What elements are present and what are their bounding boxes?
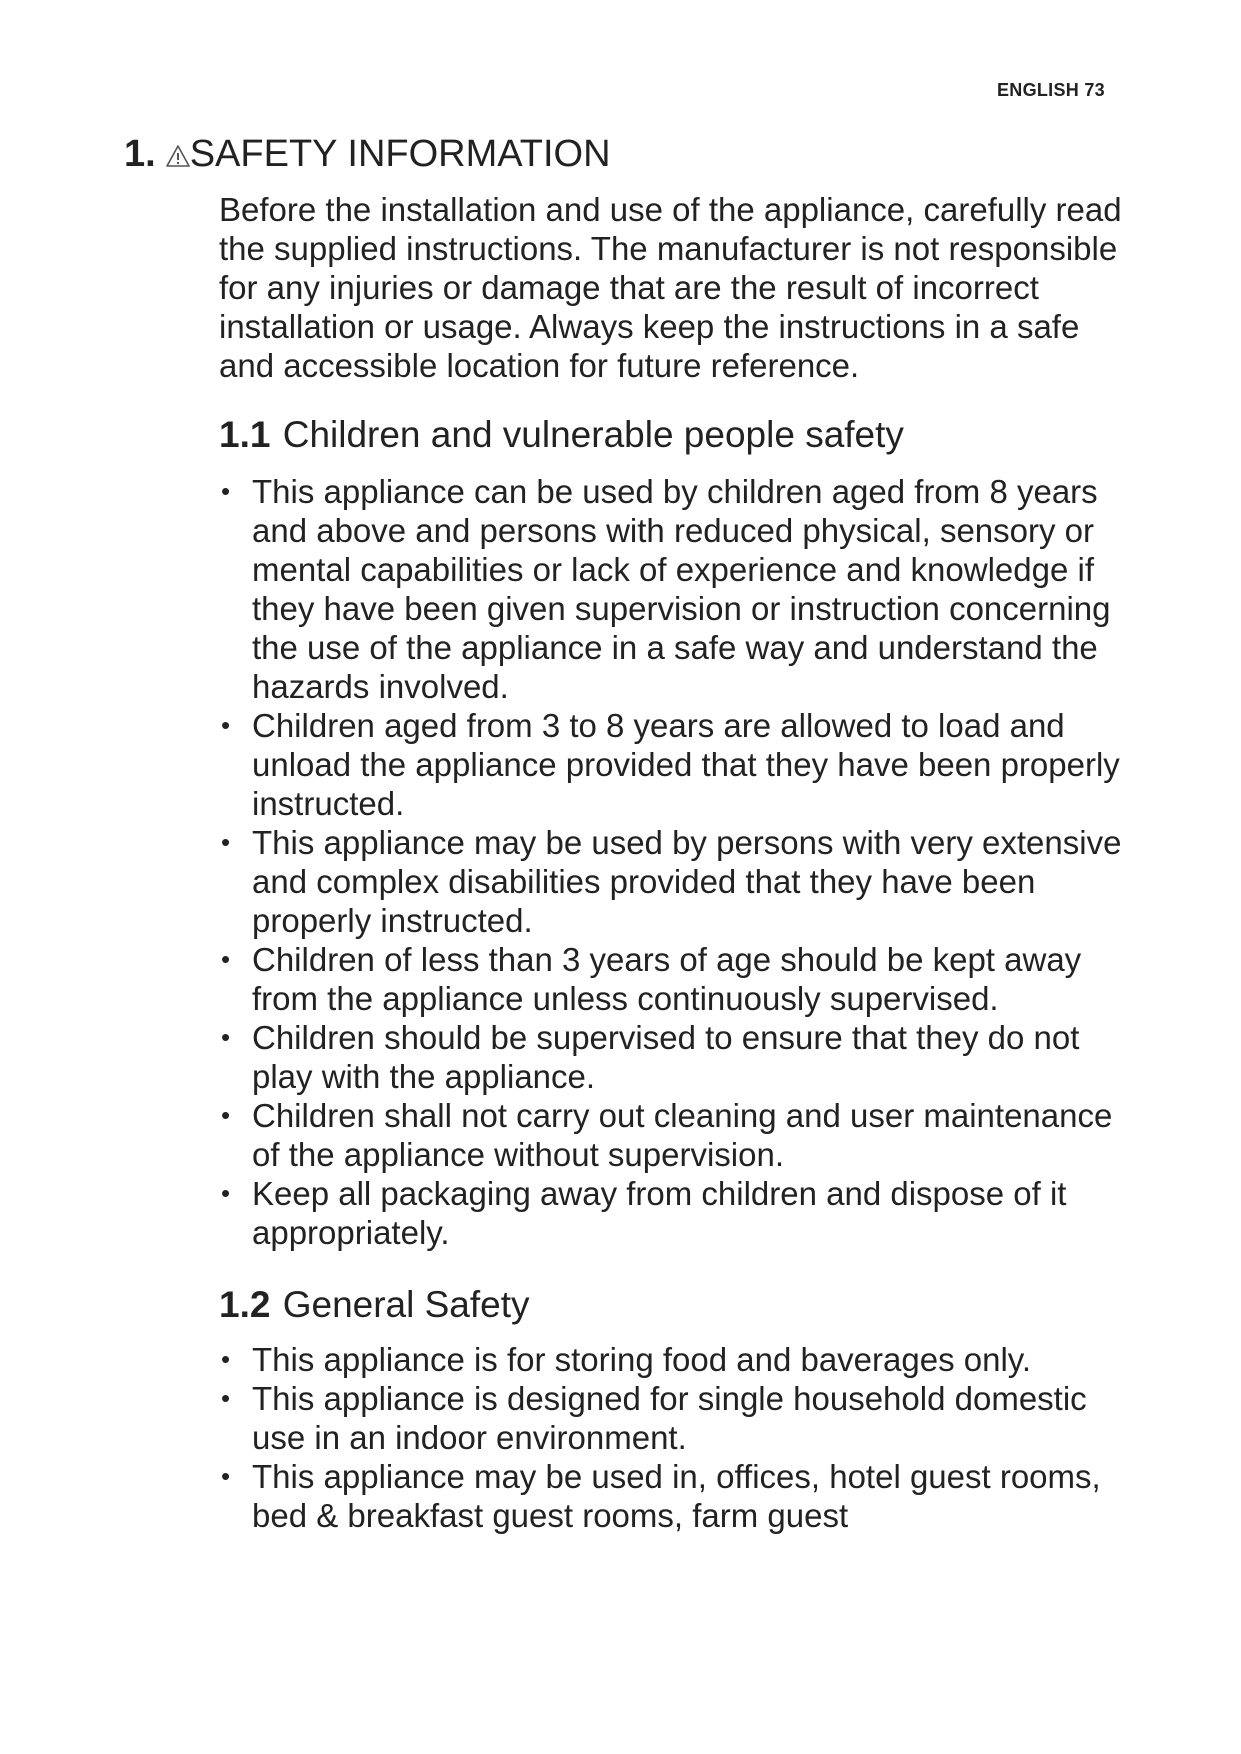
bullet-icon: •: [220, 944, 231, 974]
subsection-title: Children and vulnerable people safety: [282, 414, 904, 455]
bullet-icon: •: [220, 1344, 231, 1374]
warning-triangle-icon: [166, 134, 190, 178]
bullet-icon: •: [220, 710, 231, 740]
subsection-heading-1-2: [219, 1284, 1139, 1326]
general-safety-list: [219, 1340, 1139, 1535]
page-number-label: ENGLISH 73: [996, 80, 1105, 100]
list-item: • Children of less than 3 years of age should be kept away from the appliance unless continuously supervised.: [220, 941, 1082, 1017]
bullet-icon: •: [220, 1100, 231, 1130]
section-number: 1.: [124, 133, 156, 175]
children-safety-list: [219, 472, 1139, 1252]
section-heading: [124, 132, 611, 178]
list-item: • This appliance may be used in, offices, hotel guest rooms, bed & breakfast guest rooms, farm guest: [220, 1458, 1101, 1534]
bullet-icon: •: [220, 1178, 231, 1208]
list-item: • This appliance may be used by persons with very extensive and complex disabilities provided that they have been properly instructed.: [220, 824, 1122, 939]
list-item: • Children aged from 3 to 8 years are allowed to load and unload the appliance provided that they have been properly instructed.: [220, 707, 1120, 822]
section-title: SAFETY INFORMATION: [189, 133, 611, 175]
bullet-icon: •: [220, 827, 231, 857]
list-item: • This appliance is for storing food and baverages only.: [220, 1341, 1032, 1378]
list-item: • Children should be supervised to ensure that they do not play with the appliance.: [220, 1019, 1080, 1095]
list-item: • This appliance is designed for single household domestic use in an indoor environment.: [220, 1380, 1087, 1456]
bullet-icon: •: [220, 1383, 231, 1413]
subsection-number: 1.1: [219, 414, 271, 455]
bullet-icon: •: [220, 1461, 231, 1491]
main-content: [219, 190, 1139, 1535]
list-item: • This appliance can be used by children aged from 8 years and above and persons with reduced physical, sensory or mental capabilities or lack of experience and knowledge if they have been given supervision or instruction concerning the use of the appliance in a safe way and understand the hazards involved.: [220, 473, 1111, 705]
subsection-heading-1-1: [219, 414, 1139, 456]
list-item: • Keep all packaging away from children and dispose of it appropriately.: [220, 1175, 1067, 1251]
bullet-icon: •: [220, 1022, 231, 1052]
subsection-title: General Safety: [282, 1284, 530, 1325]
subsection-number: 1.2: [219, 1284, 271, 1325]
intro-paragraph: Before the installation and use of the appliance, carefully read the supplied instructions. The manufacturer is not responsible for any injuries or damage that are the result of incorrect installation or usage. Always keep the instructions in a safe and accessible location for future reference.: [219, 191, 1122, 384]
bullet-icon: •: [220, 476, 231, 506]
list-item: • Children shall not carry out cleaning and user maintenance of the appliance without supervision.: [220, 1097, 1113, 1173]
